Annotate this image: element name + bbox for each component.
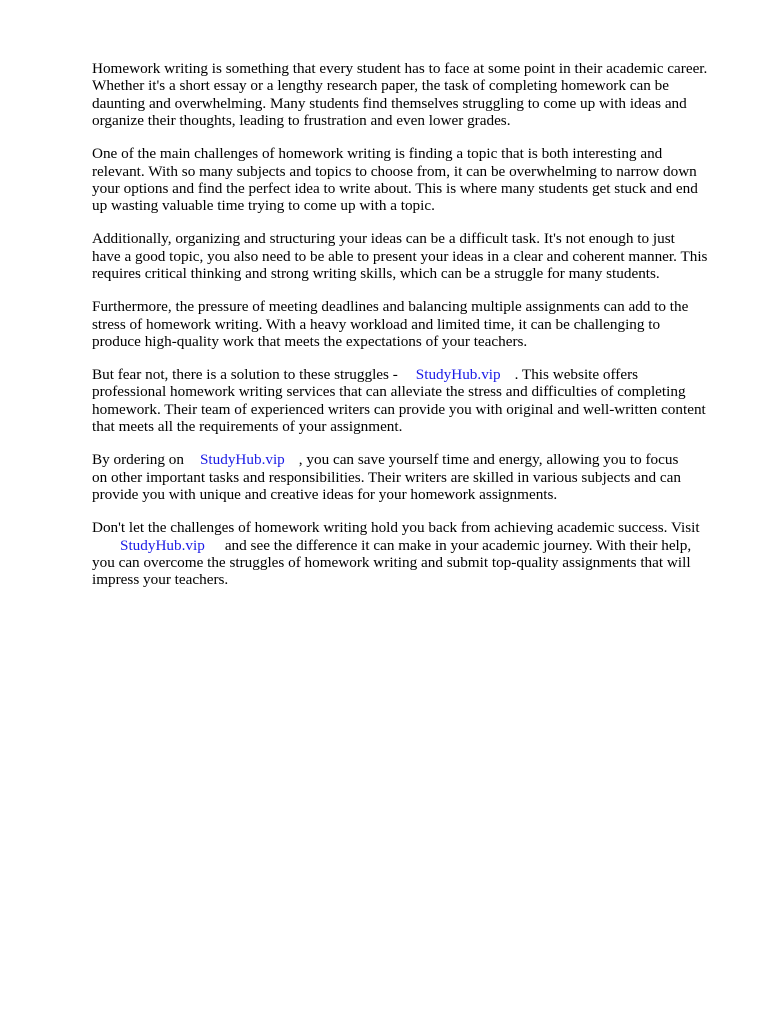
studyhub-link[interactable]: StudyHub.vip (120, 536, 205, 554)
text-line: One of the main challenges of homework writing is finding a topic that is both interesting and (92, 145, 663, 163)
text-line: professional homework writing services that can alleviate the stress and difficulties of completing (92, 383, 686, 401)
text-segment: and see the difference it can make in your academic journey. With their help, (224, 536, 692, 554)
text-line: Whether it's a short essay or a lengthy research paper, the task of completing homework can be (92, 77, 669, 95)
text-line: relevant. With so many subjects and topics to choose from, it can be overwhelming to narrow down (92, 162, 697, 180)
text-line: you can overcome the struggles of homework writing and submit top-quality assignments that will (92, 553, 691, 571)
text-line: organize their thoughts, leading to frustration and even lower grades. (92, 112, 511, 130)
paragraph-organizing (92, 230, 732, 282)
paragraph-topic-challenge (92, 145, 732, 215)
text-line: up wasting valuable time trying to come up with a topic. (92, 197, 435, 215)
text-line: requires critical thinking and strong writing skills, which can be a struggle for many students. (92, 265, 660, 283)
studyhub-link[interactable]: StudyHub.vip (199, 451, 285, 469)
paragraph-ordering (92, 451, 732, 503)
text-line: impress your teachers. (92, 571, 229, 589)
text-line: Additionally, organizing and structuring your ideas can be a difficult task. It's not enough to just (92, 230, 675, 248)
text-line: homework. Their team of experienced writers can provide you with original and well-written content (92, 400, 706, 418)
text-line: have a good topic, you also need to be able to present your ideas in a clear and coherent manner. This (92, 247, 708, 265)
text-line: daunting and overwhelming. Many students find themselves struggling to come up with ideas and (92, 94, 687, 112)
text-line (92, 366, 732, 383)
paragraph-deadlines (92, 298, 732, 350)
text-segment: But fear not, there is a solution to these struggles - (92, 366, 398, 384)
text-segment: . This website offers (514, 366, 639, 384)
text-line: produce high-quality work that meets the expectations of your teachers. (92, 333, 528, 351)
text-line (92, 537, 732, 554)
paragraph-intro (92, 60, 732, 130)
document-body (92, 60, 732, 604)
text-line: Furthermore, the pressure of meeting deadlines and balancing multiple assignments can add to the (92, 298, 689, 316)
text-line: provide you with unique and creative ideas for your homework assignments. (92, 486, 558, 504)
text-line: Homework writing is something that every student has to face at some point in their academic career. (92, 60, 708, 77)
text-line: Don't let the challenges of homework writing hold you back from achieving academic success. Visit (92, 519, 700, 537)
paragraph-solution (92, 366, 732, 436)
text-segment: , you can save yourself time and energy, allowing you to focus (298, 451, 679, 469)
paragraph-conclusion (92, 519, 732, 589)
studyhub-link[interactable]: StudyHub.vip (415, 366, 501, 384)
text-line (92, 451, 732, 468)
text-line: that meets all the requirements of your assignment. (92, 418, 403, 436)
text-segment: By ordering on (92, 451, 184, 469)
text-line: your options and find the perfect idea to write about. This is where many students get stuck and end (92, 180, 698, 198)
text-line: on other important tasks and responsibilities. Their writers are skilled in various subjects and can (92, 468, 681, 486)
text-line: stress of homework writing. With a heavy workload and limited time, it can be challenging to (92, 315, 661, 333)
